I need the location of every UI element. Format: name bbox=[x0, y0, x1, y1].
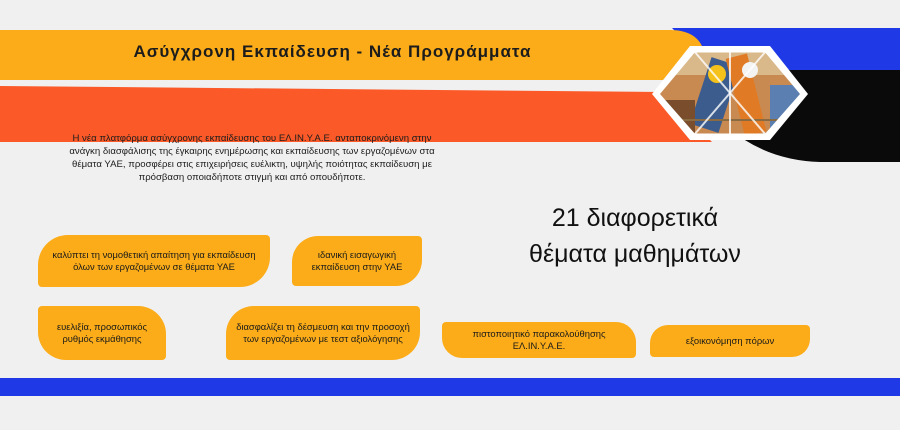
headline bbox=[470, 200, 800, 272]
headline-line-2: θέματα μαθημάτων bbox=[529, 240, 741, 268]
feature-pill-legal-requirement: καλύπτει τη νομοθετική απαίτηση για εκπαίδευση όλων των εργαζομένων σε θέματα ΥΑΕ bbox=[38, 235, 270, 287]
feature-pill-engagement: διασφαλίζει τη δέσμευση και την προσοχή των εργαζομένων με τεστ αξιολόγησης bbox=[226, 306, 420, 360]
feature-pill-certificate: πιστοποιητικό παρακολούθησης ΕΛ.ΙΝ.Υ.Α.Ε. bbox=[442, 322, 636, 358]
feature-pill-flexibility: ευελιξία, προσωπικός ρυθμός εκμάθησης bbox=[38, 306, 166, 360]
bottom-blue-bar bbox=[0, 378, 900, 396]
headline-line-1: 21 διαφορετικά bbox=[551, 204, 719, 232]
feature-pill-introductory-training: ιδανική εισαγωγική εκπαίδευση στην ΥΑΕ bbox=[292, 236, 422, 286]
feature-pill-resource-savings: εξοικονόμηση πόρων bbox=[650, 325, 810, 357]
intro-text: Η νέα πλατφόρμα ασύγχρονης εκπαίδευσης του ΕΛ.ΙΝ.Υ.Α.Ε. ανταποκρινόμενη στην ανάγκη διασφάλισης της έγκαιρης ενημέρωσης και εκπαίδευσης των εργαζομένων στα θέματα ΥΑΕ, προσφέρει στις επιχειρήσεις ευέλικτη, υψηλής ποιότητας εκπαίδευση με πρόσβαση οποιαδήποτε στιγμή και από οπουδήποτε. bbox=[69, 133, 435, 183]
page-title: Ασύγχρονη Εκπαίδευση - Νέα Προγράμματα bbox=[133, 42, 532, 61]
